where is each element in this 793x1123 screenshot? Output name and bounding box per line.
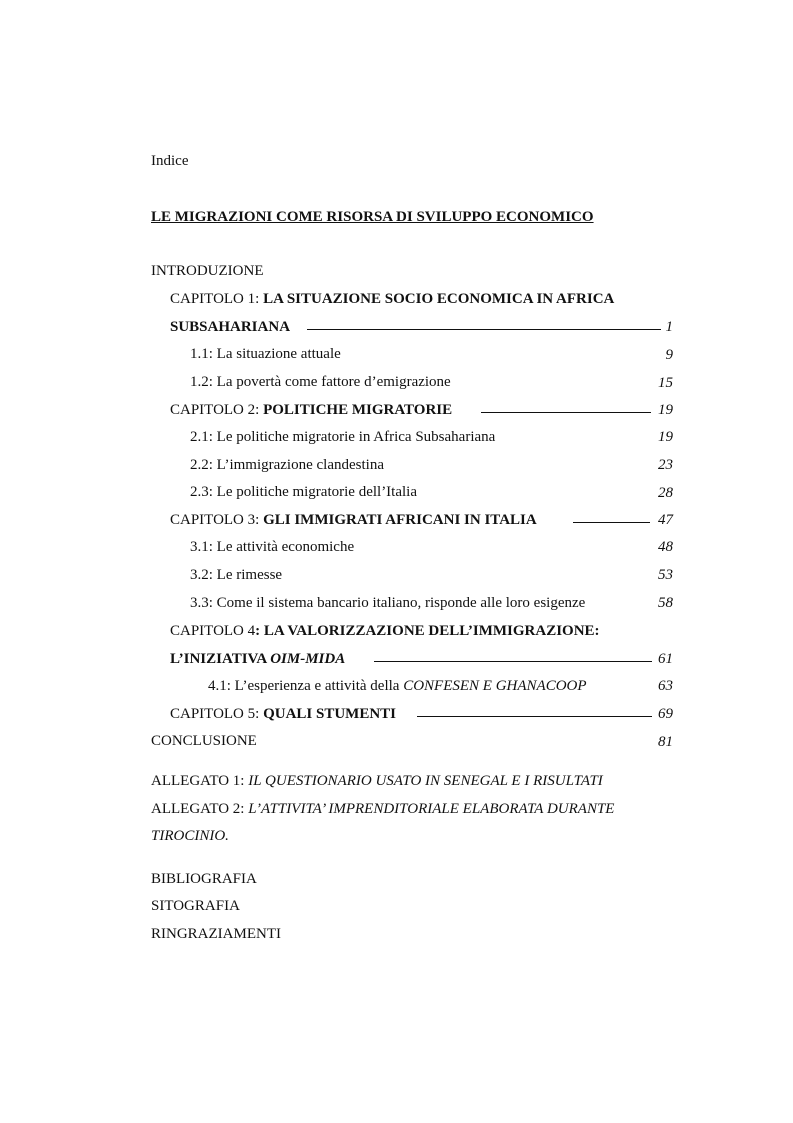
section-4-1-italic: CONFESEN E GHANACOOP <box>403 678 587 694</box>
chapter-3-title: GLI IMMIGRATI AFRICANI IN ITALIA <box>263 512 537 528</box>
chapter-4-title-line2-italic: OIM-MIDA <box>270 651 346 667</box>
section-2-3: 2.3: Le politiche migratorie dell’Italia <box>190 484 417 500</box>
section-2-3-page: 28 <box>658 485 673 501</box>
chapter-4-leader <box>374 661 652 662</box>
section-1-2-page: 15 <box>658 375 673 391</box>
attachment-1-title: IL QUESTIONARIO USATO IN SENEGAL E I RISULTATI <box>248 773 603 789</box>
section-2-1: 2.1: Le politiche migratorie in Africa Subsahariana <box>190 429 496 445</box>
attachment-2-title-line1: L’ATTIVITA’ IMPRENDITORIALE ELABORATA DURANTE <box>248 801 615 817</box>
chapter-1-prefix: CAPITOLO 1: <box>170 291 264 307</box>
chapter-1-entry <box>170 290 614 308</box>
chapter-5-page: 69 <box>658 706 673 722</box>
chapter-5-entry <box>170 705 396 723</box>
chapter-4-title-line2-plain: L’INIZIATIVA <box>170 651 271 667</box>
document-title: LE MIGRAZIONI COME RISORSA DI SVILUPPO ECONOMICO <box>151 209 594 225</box>
section-3-1: 3.1: Le attività economiche <box>190 539 355 555</box>
chapter-2-title: POLITICHE MIGRATORIE <box>263 402 453 418</box>
section-3-1-page: 48 <box>658 539 673 555</box>
attachment-2 <box>151 800 614 818</box>
chapter-3-prefix: CAPITOLO 3: <box>170 512 264 528</box>
chapter-5-prefix: CAPITOLO 5: <box>170 706 264 722</box>
chapter-1-title-line1: LA SITUAZIONE SOCIO ECONOMICA IN AFRICA <box>263 291 615 307</box>
sitography-entry: SITOGRAFIA <box>151 898 240 914</box>
chapter-5-title: QUALI STUMENTI <box>263 706 397 722</box>
chapter-3-entry <box>170 511 537 529</box>
attachment-2-prefix: ALLEGATO 2: <box>151 801 249 817</box>
conclusion-entry: CONCLUSIONE <box>151 733 257 749</box>
chapter-2-prefix: CAPITOLO 2: <box>170 402 264 418</box>
attachment-1 <box>151 772 603 790</box>
attachment-1-prefix: ALLEGATO 1: <box>151 773 249 789</box>
section-2-1-page: 19 <box>658 429 673 445</box>
chapter-5-leader <box>417 716 652 717</box>
acknowledgements-entry: RINGRAZIAMENTI <box>151 926 281 942</box>
section-3-2: 3.2: Le rimesse <box>190 567 283 583</box>
chapter-1-page: 1 <box>665 319 673 335</box>
conclusion-page: 81 <box>658 734 673 750</box>
intro-entry: INTRODUZIONE <box>151 263 264 279</box>
chapter-4-entry <box>170 622 600 640</box>
chapter-3-page: 47 <box>658 512 673 528</box>
section-3-3-page: 58 <box>658 595 673 611</box>
section-2-2-page: 23 <box>658 457 673 473</box>
chapter-2-entry <box>170 401 452 419</box>
chapter-2-page: 19 <box>658 402 673 418</box>
chapter-4-page: 61 <box>658 651 673 667</box>
chapter-2-leader <box>481 412 651 413</box>
index-heading: Indice <box>151 153 189 169</box>
chapter-1-leader <box>307 329 661 330</box>
section-4-1 <box>208 677 587 695</box>
section-1-1: 1.1: La situazione attuale <box>190 346 341 362</box>
section-4-1-page: 63 <box>658 678 673 694</box>
bibliography-entry: BIBLIOGRAFIA <box>151 871 257 887</box>
section-1-2: 1.2: La povertà come fattore d’emigrazione <box>190 374 451 390</box>
chapter-4-prefix: CAPITOLO 4 <box>170 623 256 639</box>
attachment-2-title-line2: TIROCINIO. <box>151 828 229 844</box>
section-2-2: 2.2: L’immigrazione clandestina <box>190 457 384 473</box>
chapter-4-title-line1: : LA VALORIZZAZIONE DELL’IMMIGRAZIONE: <box>255 623 600 639</box>
chapter-1-title-line2: SUBSAHARIANA <box>170 319 291 335</box>
section-3-3: 3.3: Come il sistema bancario italiano, risponde alle loro esigenze <box>190 595 586 611</box>
section-4-1-plain: 4.1: L’esperienza e attività della <box>208 678 404 694</box>
chapter-4-title-line2 <box>170 650 345 668</box>
section-1-1-page: 9 <box>665 347 673 363</box>
section-3-2-page: 53 <box>658 567 673 583</box>
